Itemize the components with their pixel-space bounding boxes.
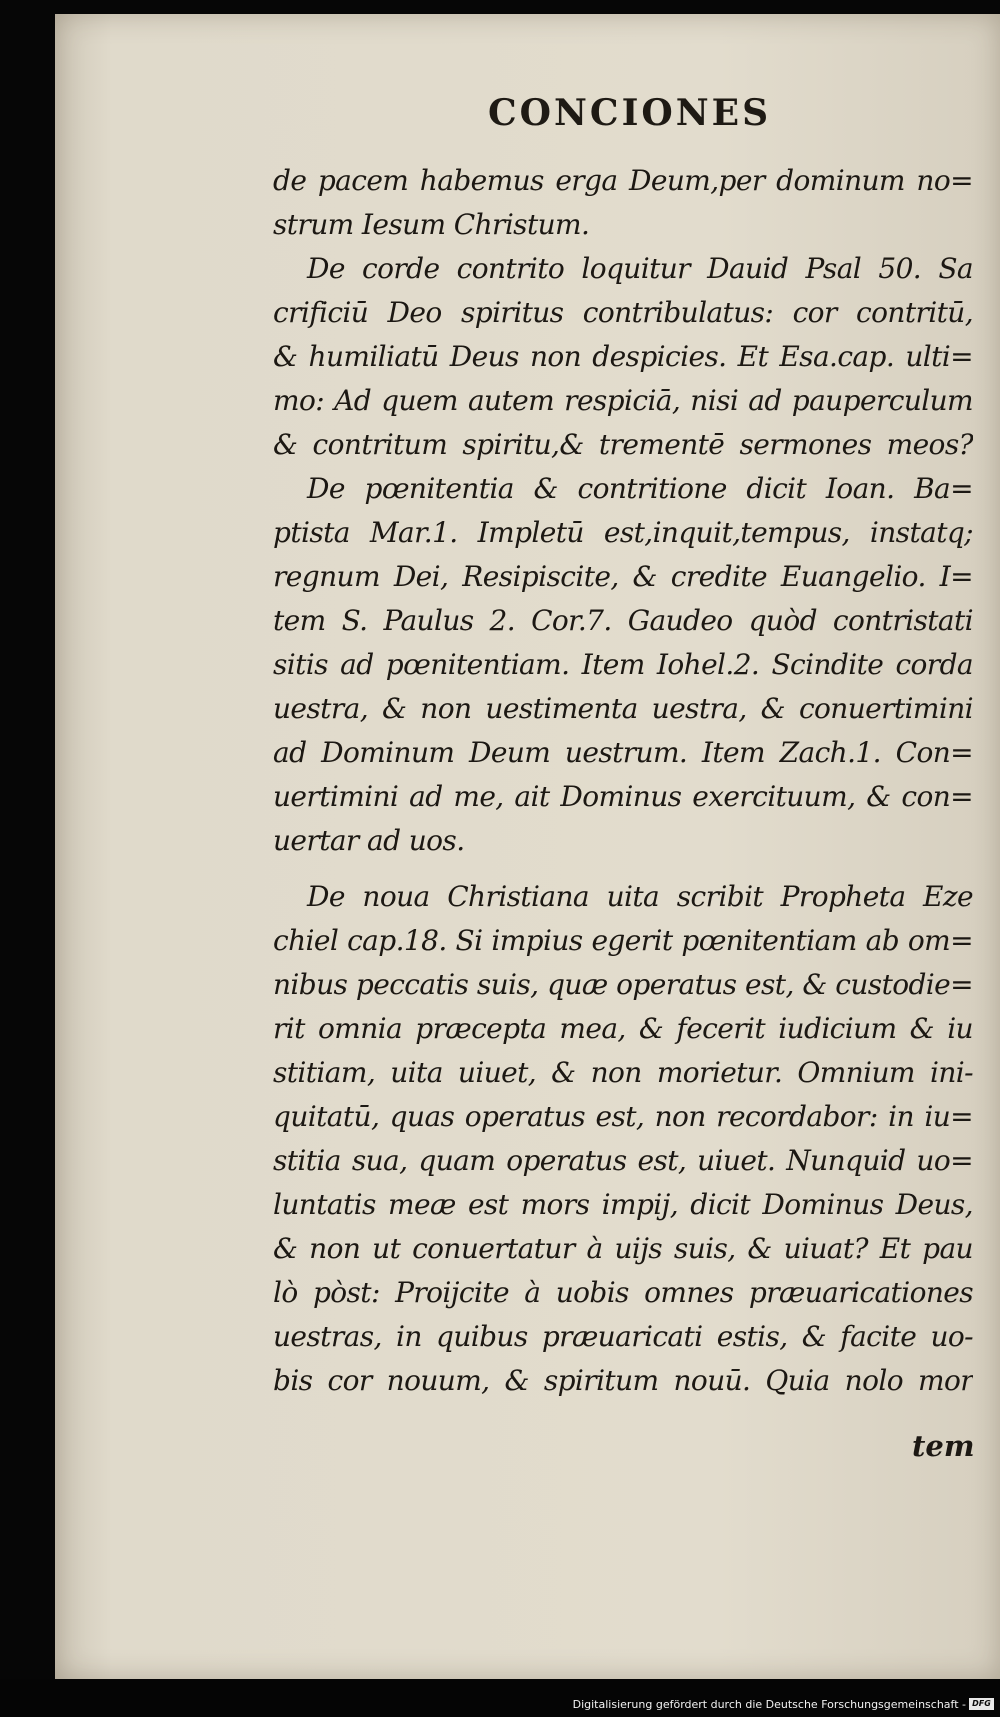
text-line: De pœnitentia & contritione dicit Ioan. Ba= (307, 472, 973, 505)
running-head: CONCIONES (488, 92, 772, 134)
text-line: luntatis meæ est mors impij, dicit Dominus Deus, (273, 1188, 973, 1221)
text-line: uertimini ad me, ait Dominus exercituum, & con= (273, 780, 973, 813)
footer-bar (0, 1679, 1000, 1717)
text-line: regnum Dei, Resipiscite, & credite Euangelio. I= (273, 560, 973, 593)
text-line: sitis ad pœnitentiam. Item Iohel.2. Scindite corda (273, 648, 973, 681)
text-line: ad Dominum Deum uestrum. Item Zach.1. Con= (273, 736, 973, 769)
text-line: lò pòst: Proijcite à uobis omnes præuaricationes (273, 1276, 973, 1309)
text-line: De noua Christiana uita scribit Propheta Eze (307, 880, 973, 913)
text-block (273, 159, 973, 1479)
text-line: mo: Ad quem autem respiciā, nisi ad pauperculum (273, 384, 973, 417)
text-line: stitia sua, quam operatus est, uiuet. Nunquid uo= (273, 1144, 973, 1177)
text-line: chiel cap.18. Si impius egerit pœnitentiam ab om= (273, 924, 973, 957)
text-line: uertar ad uos. (273, 824, 465, 857)
text-line: & contritum spiritu,& trementē sermones meos? (273, 428, 973, 461)
text-line: strum Iesum Christum. (273, 208, 590, 241)
text-line: De corde contrito loquitur Dauid Psal 50. Sa (307, 252, 973, 285)
text-line: & non ut conuertatur à uijs suis, & uiuat? Et pau (273, 1232, 973, 1265)
text-line: bis cor nouum, & spiritum nouū. Quia nolo mor (273, 1364, 973, 1397)
digitization-credit: Digitalisierung gefördert durch die Deutsche Forschungsgemeinschaft - (572, 1698, 966, 1711)
text-line: de pacem habemus erga Deum,per dominum no= (273, 164, 973, 197)
dfg-logo-icon: DFG (969, 1698, 994, 1710)
text-line: tem S. Paulus 2. Cor.7. Gaudeo quòd contristati (273, 604, 973, 637)
text-line: crificiū Deo spiritus contribulatus: cor contritū, (273, 296, 973, 329)
text-line: rit omnia præcepta mea, & fecerit iudicium & iu (273, 1012, 973, 1045)
text-line: stitiam, uita uiuet, & non morietur. Omnium ini- (273, 1056, 973, 1089)
text-line: quitatū, quas operatus est, non recordabor: in iu= (273, 1100, 973, 1133)
text-line: uestras, in quibus præuaricati estis, & facite uo- (273, 1320, 973, 1353)
catchword: tem (912, 1429, 975, 1463)
text-line: & humiliatū Deus non despicies. Et Esa.cap. ulti= (273, 340, 973, 373)
text-line: nibus peccatis suis, quæ operatus est, & custodie= (273, 968, 973, 1001)
book-page (55, 14, 1000, 1679)
text-line: ptista Mar.1. Impletū est,inquit,tempus, instatq; (273, 516, 973, 549)
text-line: uestra, & non uestimenta uestra, & conuertimini (273, 692, 973, 725)
